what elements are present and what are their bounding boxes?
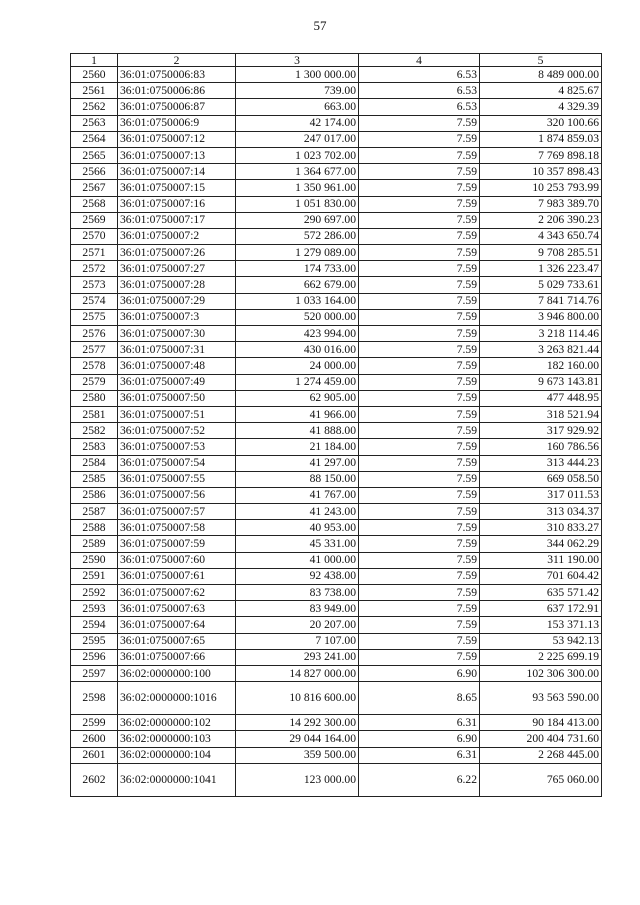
rate-cell: 7.59 — [359, 487, 480, 503]
cadastral-number: 36:01:0750007:63 — [118, 601, 236, 617]
total-cell: 318 521.94 — [480, 406, 602, 422]
cadastral-number: 36:01:0750007:48 — [118, 358, 236, 374]
table-row — [71, 99, 602, 115]
total-cell: 8 489 000.00 — [480, 67, 602, 83]
total-cell: 7 983 389.70 — [480, 196, 602, 212]
row-number: 2585 — [71, 471, 118, 487]
table-row — [71, 131, 602, 147]
row-number: 2598 — [71, 682, 118, 715]
table-row — [71, 665, 602, 681]
cadastral-number: 36:01:0750007:65 — [118, 633, 236, 649]
row-number: 2590 — [71, 552, 118, 568]
table-row — [71, 196, 602, 212]
total-cell: 5 029 733.61 — [480, 277, 602, 293]
value-cell: 83 738.00 — [236, 585, 359, 601]
cadastral-number: 36:01:0750007:54 — [118, 455, 236, 471]
total-cell: 200 404 731.60 — [480, 731, 602, 747]
value-cell: 41 297.00 — [236, 455, 359, 471]
cadastral-number: 36:01:0750007:27 — [118, 261, 236, 277]
total-cell: 311 190.00 — [480, 552, 602, 568]
cadastral-number: 36:01:0750007:52 — [118, 423, 236, 439]
cadastral-number: 36:01:0750007:56 — [118, 487, 236, 503]
row-number: 2595 — [71, 633, 118, 649]
cadastral-number: 36:01:0750007:14 — [118, 164, 236, 180]
table-row — [71, 715, 602, 731]
value-cell: 1 033 164.00 — [236, 293, 359, 309]
row-number: 2568 — [71, 196, 118, 212]
cadastral-number: 36:02:0000000:1041 — [118, 763, 236, 796]
value-cell: 359 500.00 — [236, 747, 359, 763]
cadastral-number: 36:01:0750007:12 — [118, 131, 236, 147]
table-row — [71, 374, 602, 390]
rate-cell: 7.59 — [359, 455, 480, 471]
rate-cell: 7.59 — [359, 406, 480, 422]
row-number: 2577 — [71, 342, 118, 358]
table-row — [71, 455, 602, 471]
value-cell: 662 679.00 — [236, 277, 359, 293]
table-row — [71, 228, 602, 244]
cadastral-number: 36:01:0750007:15 — [118, 180, 236, 196]
cadastral-number: 36:01:0750007:53 — [118, 439, 236, 455]
total-cell: 669 058.50 — [480, 471, 602, 487]
total-cell: 160 786.56 — [480, 439, 602, 455]
total-cell: 9 673 143.81 — [480, 374, 602, 390]
row-number: 2571 — [71, 245, 118, 261]
value-cell: 42 174.00 — [236, 115, 359, 131]
total-cell: 4 825.67 — [480, 83, 602, 99]
value-cell: 423 994.00 — [236, 326, 359, 342]
row-number: 2572 — [71, 261, 118, 277]
table-row — [71, 115, 602, 131]
row-number: 2570 — [71, 228, 118, 244]
rate-cell: 7.59 — [359, 504, 480, 520]
cadastral-number: 36:01:0750007:58 — [118, 520, 236, 536]
table-row — [71, 568, 602, 584]
rate-cell: 7.59 — [359, 164, 480, 180]
row-number: 2589 — [71, 536, 118, 552]
row-number: 2562 — [71, 99, 118, 115]
rate-cell: 7.59 — [359, 536, 480, 552]
column-header: 3 — [236, 54, 359, 67]
value-cell: 29 044 164.00 — [236, 731, 359, 747]
value-cell: 1 364 677.00 — [236, 164, 359, 180]
value-cell: 247 017.00 — [236, 131, 359, 147]
rate-cell: 7.59 — [359, 390, 480, 406]
header-row — [71, 54, 602, 67]
value-cell: 62 905.00 — [236, 390, 359, 406]
rate-cell: 7.59 — [359, 212, 480, 228]
cadastral-number: 36:01:0750007:57 — [118, 504, 236, 520]
row-number: 2582 — [71, 423, 118, 439]
row-number: 2580 — [71, 390, 118, 406]
table-row — [71, 520, 602, 536]
total-cell: 2 206 390.23 — [480, 212, 602, 228]
value-cell: 21 184.00 — [236, 439, 359, 455]
table-row — [71, 504, 602, 520]
table-row — [71, 585, 602, 601]
total-cell: 635 571.42 — [480, 585, 602, 601]
value-cell: 293 241.00 — [236, 649, 359, 665]
total-cell: 3 946 800.00 — [480, 309, 602, 325]
value-cell: 40 953.00 — [236, 520, 359, 536]
value-cell: 520 000.00 — [236, 309, 359, 325]
row-number: 2569 — [71, 212, 118, 228]
table-row — [71, 245, 602, 261]
column-header: 2 — [118, 54, 236, 67]
total-cell: 10 357 898.43 — [480, 164, 602, 180]
cadastral-number: 36:01:0750007:26 — [118, 245, 236, 261]
cadastral-number: 36:01:0750007:60 — [118, 552, 236, 568]
total-cell: 7 841 714.76 — [480, 293, 602, 309]
column-header: 5 — [480, 54, 602, 67]
cadastral-number: 36:01:0750006:83 — [118, 67, 236, 83]
cadastral-number: 36:01:0750007:50 — [118, 390, 236, 406]
value-cell: 1 023 702.00 — [236, 147, 359, 163]
rate-cell: 7.59 — [359, 471, 480, 487]
value-cell: 88 150.00 — [236, 471, 359, 487]
row-number: 2583 — [71, 439, 118, 455]
row-number: 2588 — [71, 520, 118, 536]
row-number: 2599 — [71, 715, 118, 731]
value-cell: 45 331.00 — [236, 536, 359, 552]
table-row — [71, 212, 602, 228]
rate-cell: 7.59 — [359, 552, 480, 568]
total-cell: 637 172.91 — [480, 601, 602, 617]
rate-cell: 7.59 — [359, 423, 480, 439]
value-cell: 1 274 459.00 — [236, 374, 359, 390]
value-cell: 10 816 600.00 — [236, 682, 359, 715]
cadastral-number: 36:01:0750007:55 — [118, 471, 236, 487]
total-cell: 182 160.00 — [480, 358, 602, 374]
rate-cell: 7.59 — [359, 342, 480, 358]
table-row — [71, 439, 602, 455]
total-cell: 1 874 859.03 — [480, 131, 602, 147]
table-row — [71, 763, 602, 796]
cadastral-number: 36:01:0750007:66 — [118, 649, 236, 665]
value-cell: 1 300 000.00 — [236, 67, 359, 83]
table-row — [71, 83, 602, 99]
rate-cell: 7.59 — [359, 277, 480, 293]
table-row — [71, 617, 602, 633]
row-number: 2601 — [71, 747, 118, 763]
table-row — [71, 682, 602, 715]
rate-cell: 6.90 — [359, 731, 480, 747]
row-number: 2579 — [71, 374, 118, 390]
row-number: 2597 — [71, 665, 118, 681]
total-cell: 4 329.39 — [480, 99, 602, 115]
row-number: 2602 — [71, 763, 118, 796]
rate-cell: 8.65 — [359, 682, 480, 715]
rate-cell: 7.59 — [359, 520, 480, 536]
cadastral-number: 36:01:0750007:31 — [118, 342, 236, 358]
total-cell: 10 253 793.99 — [480, 180, 602, 196]
rate-cell: 7.59 — [359, 601, 480, 617]
value-cell: 1 279 089.00 — [236, 245, 359, 261]
cadastral-number: 36:01:0750007:49 — [118, 374, 236, 390]
cadastral-number: 36:01:0750007:16 — [118, 196, 236, 212]
rate-cell: 7.59 — [359, 196, 480, 212]
row-number: 2560 — [71, 67, 118, 83]
cadastral-number: 36:01:0750006:9 — [118, 115, 236, 131]
value-cell: 83 949.00 — [236, 601, 359, 617]
table-row — [71, 487, 602, 503]
rate-cell: 6.31 — [359, 715, 480, 731]
total-cell: 53 942.13 — [480, 633, 602, 649]
cadastral-number: 36:01:0750007:28 — [118, 277, 236, 293]
page-number: 57 — [313, 18, 327, 33]
value-cell: 92 438.00 — [236, 568, 359, 584]
value-cell: 41 767.00 — [236, 487, 359, 503]
total-cell: 3 263 821.44 — [480, 342, 602, 358]
table-row — [71, 747, 602, 763]
total-cell: 1 326 223.47 — [480, 261, 602, 277]
row-number: 2587 — [71, 504, 118, 520]
cadastral-number: 36:02:0000000:103 — [118, 731, 236, 747]
total-cell: 320 100.66 — [480, 115, 602, 131]
total-cell: 2 225 699.19 — [480, 649, 602, 665]
row-number: 2563 — [71, 115, 118, 131]
total-cell: 93 563 590.00 — [480, 682, 602, 715]
row-number: 2561 — [71, 83, 118, 99]
column-header: 4 — [359, 54, 480, 67]
table-row — [71, 67, 602, 83]
rate-cell: 6.53 — [359, 67, 480, 83]
row-number: 2578 — [71, 358, 118, 374]
total-cell: 313 444.23 — [480, 455, 602, 471]
cadastral-number: 36:01:0750007:59 — [118, 536, 236, 552]
table-row — [71, 164, 602, 180]
table-row — [71, 471, 602, 487]
cadastral-number: 36:01:0750007:2 — [118, 228, 236, 244]
value-cell: 1 350 961.00 — [236, 180, 359, 196]
rate-cell: 7.59 — [359, 245, 480, 261]
row-number: 2565 — [71, 147, 118, 163]
table-row — [71, 180, 602, 196]
rate-cell: 7.59 — [359, 147, 480, 163]
row-number: 2593 — [71, 601, 118, 617]
table-row — [71, 423, 602, 439]
rate-cell: 6.53 — [359, 99, 480, 115]
cadastral-number: 36:01:0750007:17 — [118, 212, 236, 228]
cadastral-number: 36:01:0750007:51 — [118, 406, 236, 422]
cadastral-number: 36:01:0750007:29 — [118, 293, 236, 309]
row-number: 2576 — [71, 326, 118, 342]
table-row — [71, 277, 602, 293]
value-cell: 290 697.00 — [236, 212, 359, 228]
cadastral-number: 36:01:0750007:61 — [118, 568, 236, 584]
row-number: 2573 — [71, 277, 118, 293]
value-cell: 41 888.00 — [236, 423, 359, 439]
table-row — [71, 406, 602, 422]
value-cell: 24 000.00 — [236, 358, 359, 374]
rate-cell: 7.59 — [359, 228, 480, 244]
rate-cell: 7.59 — [359, 585, 480, 601]
row-number: 2586 — [71, 487, 118, 503]
row-number: 2574 — [71, 293, 118, 309]
cadastral-number: 36:01:0750007:30 — [118, 326, 236, 342]
rate-cell: 7.59 — [359, 568, 480, 584]
rate-cell: 7.59 — [359, 293, 480, 309]
rate-cell: 7.59 — [359, 309, 480, 325]
column-header: 1 — [71, 54, 118, 67]
cadastral-number: 36:02:0000000:100 — [118, 665, 236, 681]
table-row — [71, 552, 602, 568]
row-number: 2594 — [71, 617, 118, 633]
value-cell: 14 292 300.00 — [236, 715, 359, 731]
value-cell: 430 016.00 — [236, 342, 359, 358]
rate-cell: 6.90 — [359, 665, 480, 681]
value-cell: 1 051 830.00 — [236, 196, 359, 212]
rate-cell: 6.22 — [359, 763, 480, 796]
cadastral-number: 36:01:0750006:86 — [118, 83, 236, 99]
row-number: 2566 — [71, 164, 118, 180]
total-cell: 90 184 413.00 — [480, 715, 602, 731]
row-number: 2591 — [71, 568, 118, 584]
rate-cell: 7.59 — [359, 115, 480, 131]
table-row — [71, 731, 602, 747]
rate-cell: 7.59 — [359, 358, 480, 374]
table-row — [71, 649, 602, 665]
cadastral-number: 36:02:0000000:104 — [118, 747, 236, 763]
rate-cell: 7.59 — [359, 649, 480, 665]
total-cell: 2 268 445.00 — [480, 747, 602, 763]
row-number: 2581 — [71, 406, 118, 422]
rate-cell: 7.59 — [359, 261, 480, 277]
value-cell: 123 000.00 — [236, 763, 359, 796]
table-row — [71, 309, 602, 325]
rate-cell: 7.59 — [359, 374, 480, 390]
table-row — [71, 326, 602, 342]
table-row — [71, 601, 602, 617]
row-number: 2567 — [71, 180, 118, 196]
row-number: 2564 — [71, 131, 118, 147]
value-cell: 663.00 — [236, 99, 359, 115]
total-cell: 317 929.92 — [480, 423, 602, 439]
table-row — [71, 536, 602, 552]
rate-cell: 7.59 — [359, 633, 480, 649]
rate-cell: 7.59 — [359, 131, 480, 147]
total-cell: 9 708 285.51 — [480, 245, 602, 261]
total-cell: 313 034.37 — [480, 504, 602, 520]
total-cell: 477 448.95 — [480, 390, 602, 406]
cadastral-table — [70, 53, 602, 797]
value-cell: 41 243.00 — [236, 504, 359, 520]
row-number: 2575 — [71, 309, 118, 325]
row-number: 2600 — [71, 731, 118, 747]
table-row — [71, 147, 602, 163]
table-row — [71, 293, 602, 309]
table-row — [71, 633, 602, 649]
value-cell: 7 107.00 — [236, 633, 359, 649]
total-cell: 102 306 300.00 — [480, 665, 602, 681]
total-cell: 317 011.53 — [480, 487, 602, 503]
value-cell: 41 966.00 — [236, 406, 359, 422]
total-cell: 7 769 898.18 — [480, 147, 602, 163]
total-cell: 310 833.27 — [480, 520, 602, 536]
value-cell: 174 733.00 — [236, 261, 359, 277]
cadastral-number: 36:01:0750007:62 — [118, 585, 236, 601]
rate-cell: 6.31 — [359, 747, 480, 763]
rate-cell: 7.59 — [359, 439, 480, 455]
rate-cell: 6.53 — [359, 83, 480, 99]
cadastral-number: 36:02:0000000:1016 — [118, 682, 236, 715]
rate-cell: 7.59 — [359, 617, 480, 633]
total-cell: 3 218 114.46 — [480, 326, 602, 342]
value-cell: 572 286.00 — [236, 228, 359, 244]
row-number: 2596 — [71, 649, 118, 665]
table-row — [71, 342, 602, 358]
value-cell: 14 827 000.00 — [236, 665, 359, 681]
total-cell: 701 604.42 — [480, 568, 602, 584]
value-cell: 41 000.00 — [236, 552, 359, 568]
table-row — [71, 261, 602, 277]
rate-cell: 7.59 — [359, 180, 480, 196]
rate-cell: 7.59 — [359, 326, 480, 342]
cadastral-number: 36:01:0750007:3 — [118, 309, 236, 325]
table-row — [71, 390, 602, 406]
total-cell: 153 371.13 — [480, 617, 602, 633]
total-cell: 4 343 650.74 — [480, 228, 602, 244]
cadastral-number: 36:01:0750007:13 — [118, 147, 236, 163]
row-number: 2584 — [71, 455, 118, 471]
value-cell: 739.00 — [236, 83, 359, 99]
value-cell: 20 207.00 — [236, 617, 359, 633]
total-cell: 344 062.29 — [480, 536, 602, 552]
cadastral-number: 36:01:0750007:64 — [118, 617, 236, 633]
table-row — [71, 358, 602, 374]
total-cell: 765 060.00 — [480, 763, 602, 796]
cadastral-number: 36:01:0750006:87 — [118, 99, 236, 115]
cadastral-number: 36:02:0000000:102 — [118, 715, 236, 731]
row-number: 2592 — [71, 585, 118, 601]
